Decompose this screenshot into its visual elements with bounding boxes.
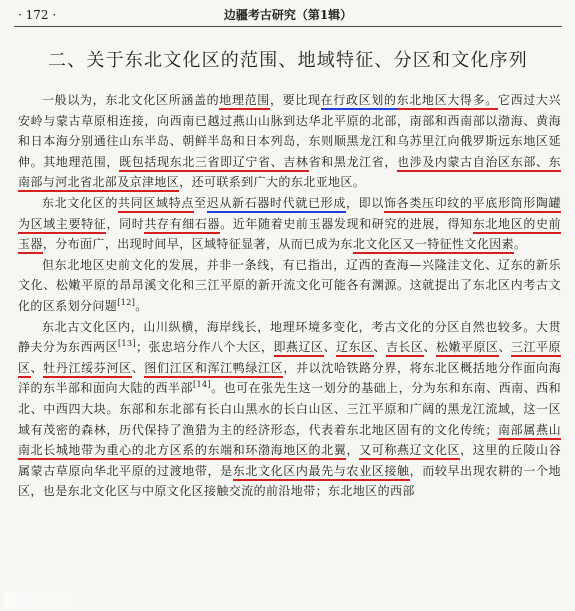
text-run: ；张忠培分作八个大区， xyxy=(136,340,274,355)
footnote-ref: [14] xyxy=(193,380,212,390)
text-run: ，而较早出现农耕的一个地区，也是东北文化区与中原文化区接触交流的前沿地带；东北地区的西部 xyxy=(18,463,561,499)
journal-title: 边疆考古研究（第1辑） xyxy=(223,8,353,22)
underlined-phrase-red: 牡丹江绥芬河区 xyxy=(43,361,131,378)
underlined-phrase-red: 即燕辽区 xyxy=(274,340,324,357)
text-run: ，并以沈哈铁路分界，将东北区概括地分作面向海洋的东半部和面向大陆的西半部 xyxy=(18,360,562,396)
running-header xyxy=(14,4,562,27)
underlined-phrase-blue: 在行政区划的 xyxy=(321,93,397,110)
text-run: 、 xyxy=(131,360,145,375)
underlined-phrase-red: 共存有细石器 xyxy=(144,217,220,234)
body-text xyxy=(18,90,561,502)
text-run: 它西过大兴安岭与蒙古草原相连接，向西南已越过燕山山脉到达华北平原的北部，南部和西南部以渤海、黄海和日本海分别通往山东半岛、朝鲜半岛和日本列岛，东则顺黑龙江和乌苏里江向俄罗斯远东地区延伸。其地理范围， xyxy=(18,93,561,169)
underlined-phrase-red: 地理范围 xyxy=(219,93,270,110)
text-run: 、 xyxy=(30,360,44,375)
text-run: 。也可在张先生这一划分的基础上，分为东和东南、西南、西和北、中西四大块。东部和东北部有长白山黑水的长白山区、三江平原和广阔的黑龙江流域，这一区域有茂密的森林，历代保持了渔猎为主的经济形态，代表着东北地区固有的文化传统； xyxy=(18,381,562,437)
text-run: 东北古文化区内，山川纵横，海岸线长，地理环境多变化，考古文化的分区自然也较多。大贯静夫分为东西两区 xyxy=(18,319,561,355)
underlined-phrase-red: 辽东区 xyxy=(336,340,374,357)
underlined-phrase-red: 南部属燕山南北长城地带为 xyxy=(18,423,561,461)
text-run: 、 xyxy=(323,340,337,355)
text-run: 。 xyxy=(514,237,527,252)
paragraph-4 xyxy=(18,317,561,502)
text-run: 至 xyxy=(194,195,207,210)
text-run: 、 xyxy=(423,340,437,355)
underlined-phrase-red: 北文化区又一特征性文化因素 xyxy=(353,237,514,254)
section-heading: 二、关于东北文化区的范围、地域特征、分区和文化序列 xyxy=(48,50,528,71)
text-run: ，要比现 xyxy=(269,93,321,107)
footnote-ref: [12] xyxy=(117,297,136,307)
text-run: 一般以为，东北文化区所涵盖的 xyxy=(42,93,220,107)
underlined-phrase-red: 松嫩平原区 xyxy=(436,340,499,357)
text-run: ，还可联系到广大的东北亚地区。 xyxy=(179,175,366,190)
underlined-phrase-blue: 迟从新石器时代就已形成 xyxy=(207,196,346,213)
underlined-phrase-red: 也涉及内蒙古自治区东部、东南部与河北省北部及京津地区 xyxy=(18,155,561,193)
text-run: 、 xyxy=(498,340,512,355)
underlined-phrase-red: 重心的北方区系的东端和环渤海地区的北翼 xyxy=(106,443,346,460)
text-run: ，分布面广，出现时间早，区域特征显著，从而已成为东 xyxy=(42,237,353,252)
text-run: ， xyxy=(346,443,360,458)
underlined-phrase-red: 图们江区和浑江鸭绿江区 xyxy=(144,361,283,378)
text-run: 省和黑龙江省， xyxy=(308,154,397,169)
underlined-phrase-red: 三江平原区 xyxy=(18,340,561,378)
underlined-phrase-red: 东北地区的史前玉器 xyxy=(18,217,561,255)
underlined-phrase-red: 东北文化区内最先与农业区接触 xyxy=(233,464,410,481)
text-run: 、 xyxy=(373,340,387,355)
paragraph-2 xyxy=(18,193,561,255)
underlined-phrase-red: 又可称燕辽文化区 xyxy=(359,443,460,460)
text-run: 东北文化区的 xyxy=(42,195,118,210)
page-number: · 172 · xyxy=(18,8,57,22)
watermark-strip xyxy=(4,591,134,609)
underlined-phrase-red: 共同区域特点 xyxy=(118,196,194,213)
footnote-ref: [13] xyxy=(118,339,137,349)
text-run: 。近年随着史前玉器发现和研究的进展，得知 xyxy=(220,216,473,231)
underlined-phrase-red: 吉长区 xyxy=(386,340,424,357)
paragraph-3 xyxy=(18,255,561,317)
underlined-phrase-red: 饰各类压印纹的平底形筒形陶罐为区域主要特征 xyxy=(18,196,561,234)
text-run: ，同时 xyxy=(106,216,145,231)
paragraph-1 xyxy=(18,90,561,193)
text-run: ，这里的丘陵山谷属蒙古草原向华北平原的过渡地带，是 xyxy=(18,443,562,478)
underlined-phrase-red: 东北地区大得多。 xyxy=(397,93,498,110)
underlined-phrase-red: 既包括现东北三省即辽宁省、吉林 xyxy=(119,155,309,172)
text-run: 但东北地区史前文化的发展，并非一条线，有已指出，辽西的查海—兴隆洼文化、辽东的新乐文化、松嫩平原的昂昂溪文化和三江平原的新开流文化可能各有渊源。这就提出了东北区内考古文化的区系划分问题 xyxy=(18,257,561,313)
text-run: ，即以 xyxy=(345,195,384,210)
text-run: 。 xyxy=(135,298,148,313)
